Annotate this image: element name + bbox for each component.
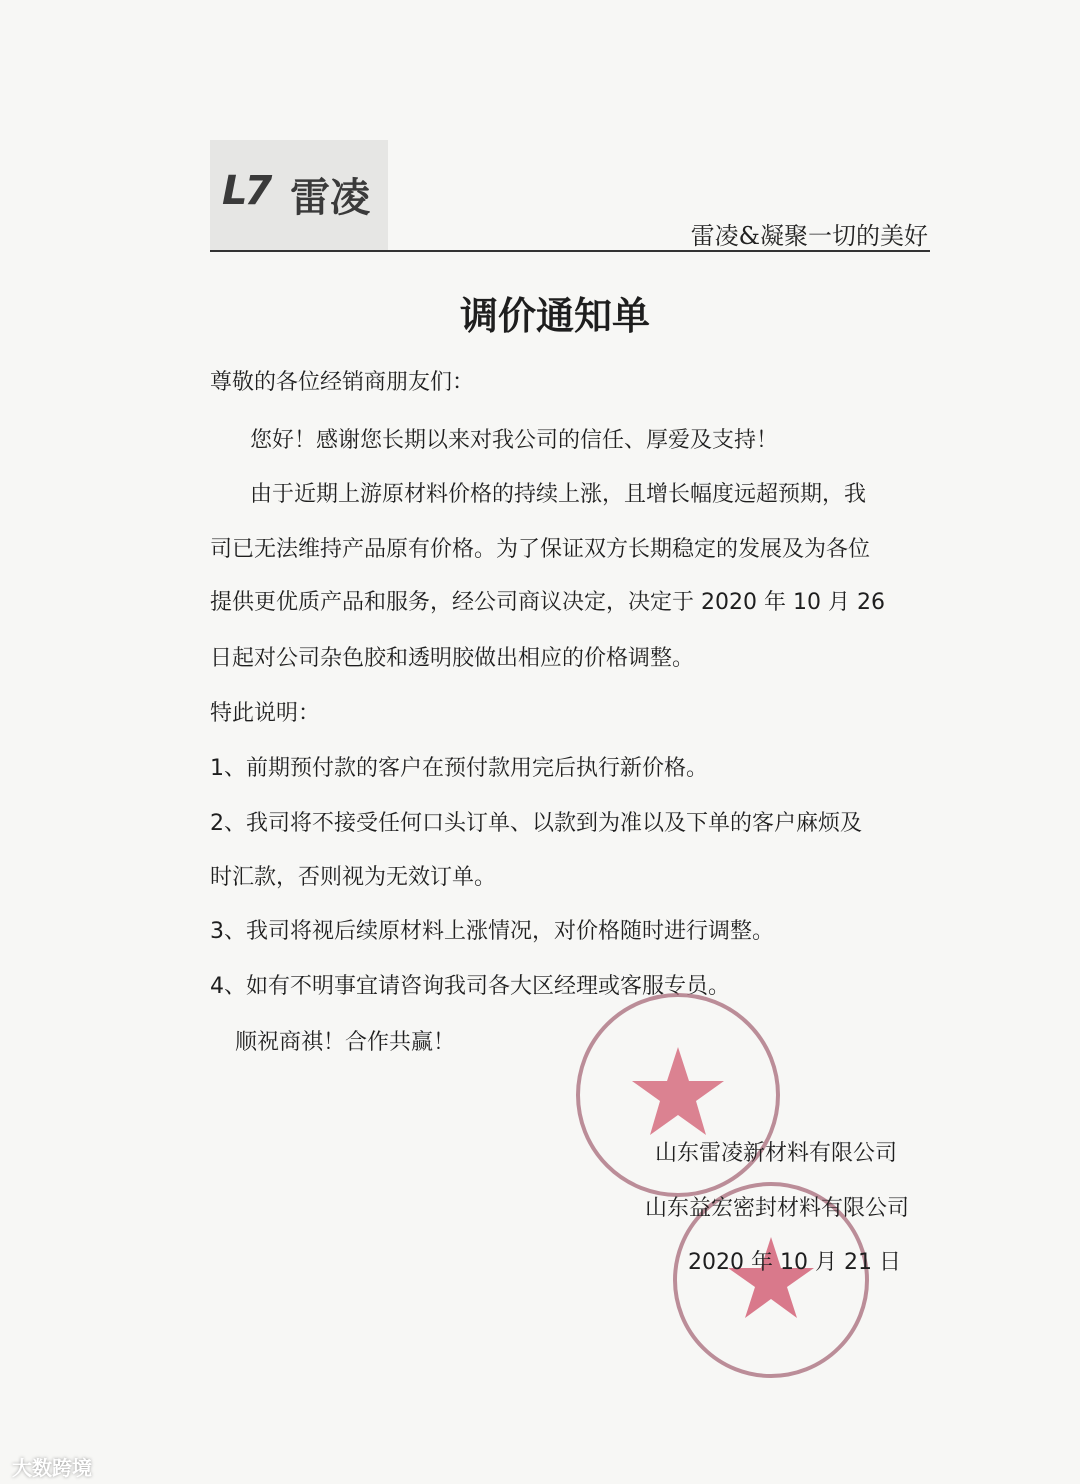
header-divider (210, 250, 930, 252)
logo-text: 雷凌 (290, 175, 370, 221)
logo-icon: L7 (222, 168, 270, 214)
notes-heading: 特此说明： (210, 701, 321, 726)
signature-date: 2020 年 10 月 21 日 (688, 1250, 901, 1275)
watermark: 大数跨境 (12, 1456, 92, 1480)
note-item: 时汇款，否则视为无效订单。 (210, 865, 497, 890)
body-line: 提供更优质产品和服务，经公司商议决定，决定于 2020 年 10 月 26 (210, 590, 885, 615)
note-item: 3、我司将视后续原材料上涨情况，对价格随时进行调整。 (210, 919, 774, 944)
body-line: 您好！感谢您长期以来对我公司的信任、厚爱及支持！ (250, 428, 779, 453)
slogan: 雷凌&凝聚一切的美好 (690, 222, 928, 250)
body-line: 司已无法维持产品原有价格。为了保证双方长期稳定的发展及为各位 (210, 537, 871, 562)
closing: 顺祝商祺！合作共赢！ (235, 1030, 456, 1055)
note-item: 4、如有不明事宜请咨询我司各大区经理或客服专员。 (210, 974, 730, 999)
salutation: 尊敬的各位经销商朋友们： (210, 370, 475, 395)
body-line: 日起对公司杂色胶和透明胶做出相应的价格调整。 (210, 646, 695, 671)
note-item: 2、我司将不接受任何口头订单、以款到为准以及下单的客户麻烦及 (210, 811, 862, 836)
signature-company-1: 山东雷凌新材料有限公司 (655, 1141, 898, 1166)
document-title: 调价通知单 (459, 294, 650, 338)
note-item: 1、前期预付款的客户在预付款用完后执行新价格。 (210, 756, 708, 781)
signature-company-2: 山东益宏密封材料有限公司 (645, 1196, 910, 1221)
company-seal-1 (568, 985, 788, 1205)
body-line: 由于近期上游原材料价格的持续上涨，且增长幅度远超预期，我 (250, 482, 867, 507)
star-icon (632, 1047, 724, 1135)
